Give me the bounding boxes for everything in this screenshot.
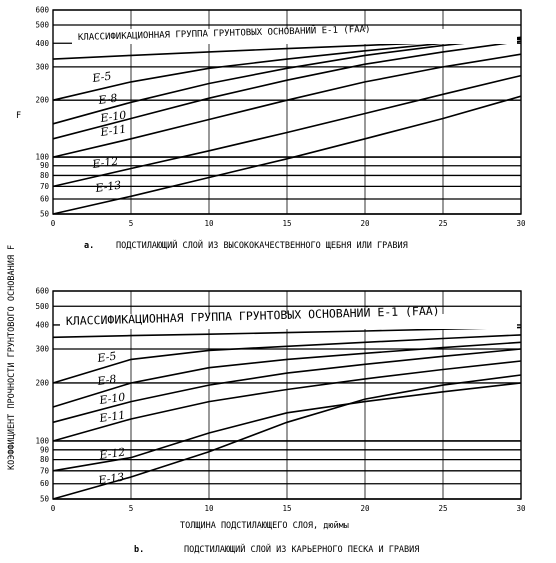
x-tick-label: 5 <box>128 219 134 228</box>
caption-letter: a. <box>84 241 95 251</box>
curve-label: E-12 <box>91 154 120 171</box>
y-axis-label-subscript: F <box>16 111 22 121</box>
chart-title: КЛАССИФИКАЦИОННАЯ ГРУППА ГРУНТОВЫХ ОСНОВАНИЙ E-1 (FAA) <box>65 303 440 328</box>
panel-caption: ПОДСТИЛАЮЩИЙ СЛОЙ ИЗ ВЫСОКОКАЧЕСТВЕННОГО ЩЕБНЯ ИЛИ ГРАВИЯ <box>116 241 408 251</box>
x-tick-label: 15 <box>282 504 292 513</box>
y-tick-label: 100 <box>35 436 49 446</box>
y-tick-label: 80 <box>39 170 49 180</box>
chart-title: КЛАССИФИКАЦИОННАЯ ГРУППА ГРУНТОВЫХ ОСНОВАНИЙ E-1 (FAA) <box>77 24 371 43</box>
y-tick-label: 300 <box>35 62 49 72</box>
y-tick-label: 100 <box>35 152 49 162</box>
y-tick-label: 90 <box>39 161 49 171</box>
y-tick-label: 50 <box>39 209 49 219</box>
chart-panel-b <box>35 287 526 556</box>
x-tick-label: 30 <box>516 219 526 228</box>
y-tick-label: 200 <box>35 378 49 388</box>
x-tick-label: 0 <box>50 504 56 513</box>
caption-letter: b. <box>134 545 145 555</box>
panel-caption: ПОДСТИЛАЮЩИЙ СЛОЙ ИЗ КАРЬЕРНОГО ПЕСКА И ГРАВИЯ <box>184 545 420 555</box>
y-tick-label: 50 <box>39 494 49 504</box>
y-tick-label: 60 <box>39 479 49 489</box>
y-tick-label: 80 <box>39 455 49 465</box>
curve-label: E-8 <box>96 372 118 388</box>
x-tick-label: 20 <box>360 504 370 513</box>
x-tick-label: 10 <box>204 219 214 228</box>
curve-label: E-8 <box>97 91 119 107</box>
x-tick-label: 0 <box>50 219 56 228</box>
y-tick-label: 200 <box>35 95 49 105</box>
curve-label: E-10 <box>98 390 127 407</box>
curve-label: E-11 <box>99 122 128 139</box>
y-tick-label: 60 <box>39 194 49 204</box>
curve-label: E-5 <box>96 349 118 365</box>
shared-annotations <box>7 111 21 470</box>
x-tick-label: 20 <box>360 219 370 228</box>
x-tick-label: 15 <box>282 219 292 228</box>
y-tick-label: 400 <box>35 38 49 48</box>
curve-label: E-13 <box>97 470 126 487</box>
y-tick-label: 300 <box>35 344 49 354</box>
y-tick-label: 600 <box>35 5 49 15</box>
curve-label: E-13 <box>94 178 123 195</box>
x-tick-label: 5 <box>128 504 134 513</box>
x-tick-label: 25 <box>438 219 448 228</box>
x-tick-label: 25 <box>438 504 448 513</box>
y-tick-label: 90 <box>39 445 49 455</box>
y-tick-label: 500 <box>35 20 49 30</box>
x-axis-label: ТОЛЩИНА ПОДСТИЛАЮЩЕГО СЛОЯ, дюймы <box>180 521 349 531</box>
y-tick-label: 400 <box>35 320 49 330</box>
y-tick-label: 500 <box>35 301 49 311</box>
curve-label: E-10 <box>99 108 128 125</box>
y-tick-label: 70 <box>39 181 49 191</box>
y-tick-label: 70 <box>39 466 49 476</box>
curve-label: E-11 <box>98 408 127 425</box>
chart-panel-a <box>35 6 526 252</box>
x-tick-label: 30 <box>516 504 526 513</box>
x-tick-label: 10 <box>204 504 214 513</box>
y-tick-label: 600 <box>35 286 49 296</box>
curve-label: E-12 <box>98 445 127 462</box>
y-axis-label: КОЭФФИЦИЕНТ ПРОЧНОСТИ ГРУНТОВОГО ОСНОВАНИЯ F <box>7 244 17 470</box>
curve-label: E-5 <box>91 69 113 85</box>
